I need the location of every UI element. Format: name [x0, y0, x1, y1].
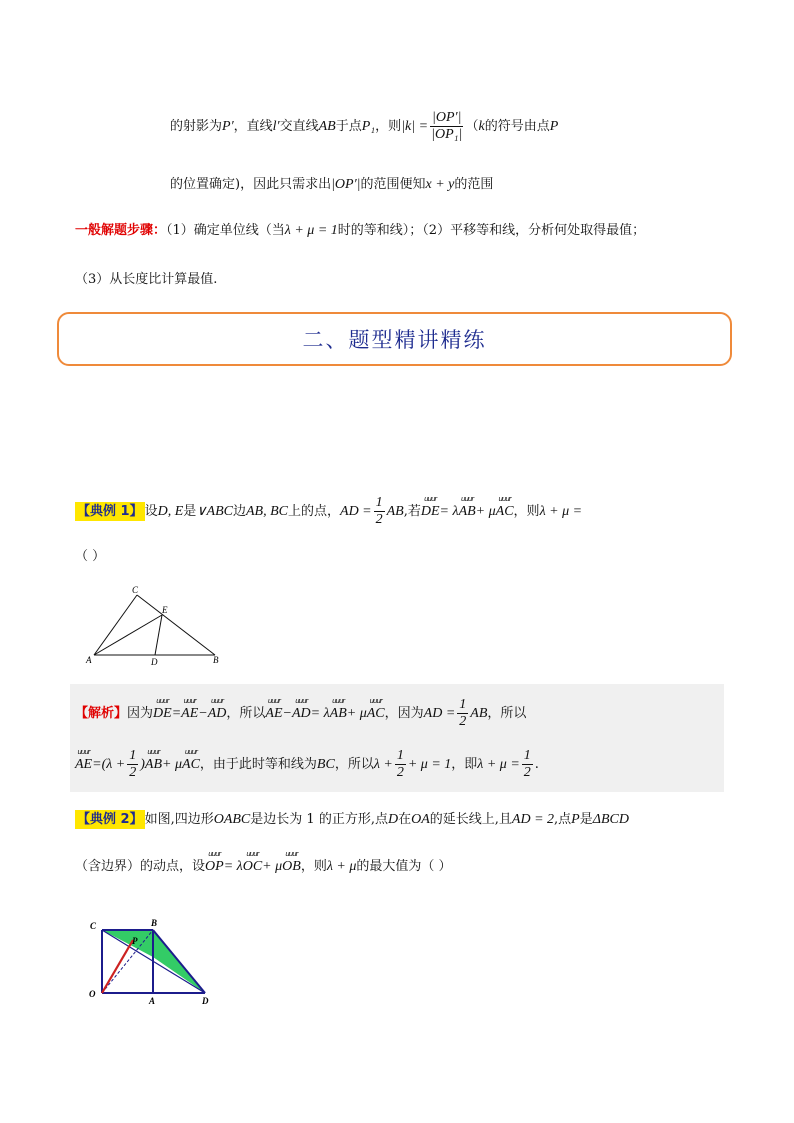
- example-2-question-2: [75, 855, 452, 875]
- math-OA: OA: [411, 812, 430, 827]
- vector-OB: uuur OB: [282, 859, 301, 875]
- math-AD: AD =: [423, 706, 456, 721]
- half-fraction: [374, 495, 385, 528]
- math-AB: AB: [318, 119, 336, 134]
- q-text: ,若: [403, 504, 421, 519]
- math-AD: AD =: [340, 504, 372, 519]
- sol-text: ，因为: [384, 706, 424, 721]
- vector-DE: uuur DE: [153, 706, 172, 722]
- math-op: −: [198, 706, 208, 721]
- section-banner: [57, 312, 732, 366]
- sol-text: 因为: [127, 706, 154, 721]
- intro-text: 的范围便知: [360, 177, 426, 192]
- math-abs-k: |k| =: [401, 119, 429, 134]
- ratio-fraction: [430, 110, 463, 143]
- intro-text: 的位置确定)，因此只需求出: [170, 177, 332, 192]
- fraction-numerator: |OP′|: [432, 110, 462, 125]
- math-op: −: [282, 706, 292, 721]
- q-text: ,点: [554, 812, 572, 827]
- q-text: （含边界）的动点，设: [75, 859, 206, 874]
- q-text: 设: [144, 504, 158, 519]
- math-AB: AB: [470, 706, 488, 721]
- math-op: + μ: [262, 859, 283, 874]
- intro-text: 于点: [335, 119, 362, 134]
- math-lprime: l′: [272, 119, 280, 134]
- intro-text: 的射影为: [170, 119, 223, 134]
- half-fraction: [457, 697, 468, 730]
- math-lambda-plus-mu: λ + μ =: [539, 504, 583, 519]
- label-C: C: [90, 921, 97, 931]
- vector-AB: uuur AB: [330, 706, 347, 722]
- square-figure: [85, 915, 220, 1005]
- vector-AB: uuur AB: [459, 504, 476, 520]
- label-D: D: [202, 996, 209, 1005]
- fraction-numerator: 1: [523, 748, 531, 763]
- example-1-tag: 【典例 1】: [77, 504, 143, 519]
- fraction-denominator: 2: [459, 714, 467, 729]
- label-B: B: [151, 918, 158, 928]
- intro-line-1: [170, 110, 558, 143]
- sol-text: .: [534, 757, 539, 772]
- label-B: B: [213, 655, 219, 665]
- half-fraction: [395, 748, 406, 781]
- vector-AD: uuur AD: [292, 706, 311, 722]
- q-text: ，则: [513, 504, 540, 519]
- math-P: P: [571, 812, 580, 827]
- math-AB: AB: [386, 504, 404, 519]
- sol-text: ，由于此时等和线为: [199, 757, 317, 772]
- example-2-tag: 【典例 2】: [77, 812, 143, 827]
- q-text: 是边长为 1 的正方形,点: [250, 812, 388, 827]
- intro-text: 的符号由点: [484, 119, 550, 134]
- solution-1-line-1: [75, 697, 526, 730]
- math-op: =: [92, 757, 102, 772]
- intro-text: 的范围: [454, 177, 494, 192]
- sol-text: ，所以: [487, 706, 527, 721]
- vector-AB: uuur AB: [145, 757, 162, 773]
- math-op: = λ: [439, 504, 459, 519]
- answer-blank: （ ）: [75, 549, 106, 564]
- example-2-question-1: [75, 808, 629, 828]
- steps-label: 一般解题步骤：: [75, 223, 167, 238]
- label-A: A: [149, 996, 156, 1005]
- intro-text: ，则: [375, 119, 402, 134]
- steps-line-2: [75, 268, 217, 287]
- math-DE: D, E: [157, 504, 184, 519]
- fraction-numerator: 1: [459, 697, 467, 712]
- math-AD-eq: AD = 2: [511, 812, 555, 827]
- fraction-denominator: 2: [129, 765, 137, 780]
- label-O: O: [89, 989, 96, 999]
- triangle-figure: [85, 585, 225, 665]
- label-C: C: [132, 585, 139, 595]
- sol-text: ，所以: [334, 757, 374, 772]
- intro-line-2: [170, 173, 493, 193]
- q-text: 边: [232, 504, 246, 519]
- intro-text: 交直线: [279, 119, 319, 134]
- vector-AC: uuur AC: [496, 504, 514, 520]
- steps-text: （1）确定单位线（当: [166, 223, 285, 238]
- math-op: = λ: [310, 706, 330, 721]
- q-text: 上的点，: [288, 504, 341, 519]
- math-P: P: [549, 119, 559, 134]
- label-E: E: [162, 605, 168, 615]
- math-paren: ): [140, 757, 145, 772]
- q-text: 如图,四边形: [144, 812, 214, 827]
- math-paren: (λ +: [101, 757, 126, 772]
- label-D: D: [151, 657, 158, 665]
- fraction-numerator: 1: [396, 748, 404, 763]
- label-A: A: [86, 655, 92, 665]
- vector-AC: uuur AC: [182, 757, 200, 773]
- math-op: + μ: [162, 757, 183, 772]
- fraction-denominator: |OP₁|: [431, 127, 463, 142]
- fraction-numerator: 1: [375, 495, 383, 510]
- math-op: + μ: [346, 706, 367, 721]
- math-x-plus-y: x + y: [425, 177, 455, 192]
- q-text: 的延长线上,且: [429, 812, 512, 827]
- math-OABC: OABC: [213, 812, 251, 827]
- math-BC: BC: [316, 757, 335, 772]
- sol-text: ，即: [451, 757, 478, 772]
- vector-AE: uuur AE: [265, 706, 282, 722]
- vector-AC: uuur AC: [367, 706, 385, 722]
- math-Pprime: P′: [222, 119, 234, 134]
- math-unit-line: λ + μ = 1: [284, 223, 338, 238]
- math-D: D: [387, 812, 399, 827]
- math-lambda-plus-mu: λ + μ: [326, 859, 357, 874]
- solution-1-line-2: [75, 748, 539, 781]
- half-fraction: [127, 748, 138, 781]
- solution-tag: 【解析】: [75, 706, 128, 721]
- math-sides: AB, BC: [246, 504, 288, 519]
- vector-OP: uuur OP: [205, 859, 224, 875]
- math-triangle: ∨ABC: [196, 504, 233, 519]
- steps-line-1: [75, 219, 645, 239]
- intro-text: ，直线: [233, 119, 273, 134]
- example-1-question: [75, 495, 582, 528]
- vector-AD: uuur AD: [208, 706, 227, 722]
- fraction-denominator: 2: [523, 765, 531, 780]
- math-eq: + μ = 1: [407, 757, 452, 772]
- section-title: 二、题型精讲精练: [302, 328, 487, 352]
- vector-AE: uuur AE: [75, 757, 92, 773]
- intro-text: （: [465, 119, 479, 134]
- math-op: = λ: [223, 859, 243, 874]
- q-text: ，则: [300, 859, 327, 874]
- math-OPprime: |OP′|: [331, 177, 361, 192]
- steps-text: （3）从长度比计算最值.: [75, 272, 218, 287]
- fraction-denominator: 2: [396, 765, 404, 780]
- vector-DE: uuur DE: [421, 504, 440, 520]
- half-fraction: [522, 748, 533, 781]
- sol-text: ，所以: [226, 706, 266, 721]
- q-text: 的最大值为（ ）: [356, 859, 452, 874]
- q-text: 是: [579, 812, 593, 827]
- fraction-numerator: 1: [129, 748, 137, 763]
- vector-AE: uuur AE: [181, 706, 198, 722]
- steps-text: 时的等和线）；（2）平移等和线，分析何处取得最值；: [337, 223, 646, 238]
- math-op: =: [171, 706, 182, 721]
- vector-OC: uuur OC: [243, 859, 262, 875]
- math-k: k: [478, 119, 485, 134]
- math-result: λ + μ =: [477, 757, 520, 772]
- label-P: P: [132, 936, 138, 946]
- q-text: 是: [183, 504, 197, 519]
- math-lambda: λ +: [373, 757, 393, 772]
- q-text: 在: [398, 812, 412, 827]
- math-triangle-BCD: ΔBCD: [592, 812, 629, 827]
- math-P1: P₁: [361, 119, 376, 134]
- fraction-denominator: 2: [375, 512, 383, 527]
- math-op: + μ: [475, 504, 496, 519]
